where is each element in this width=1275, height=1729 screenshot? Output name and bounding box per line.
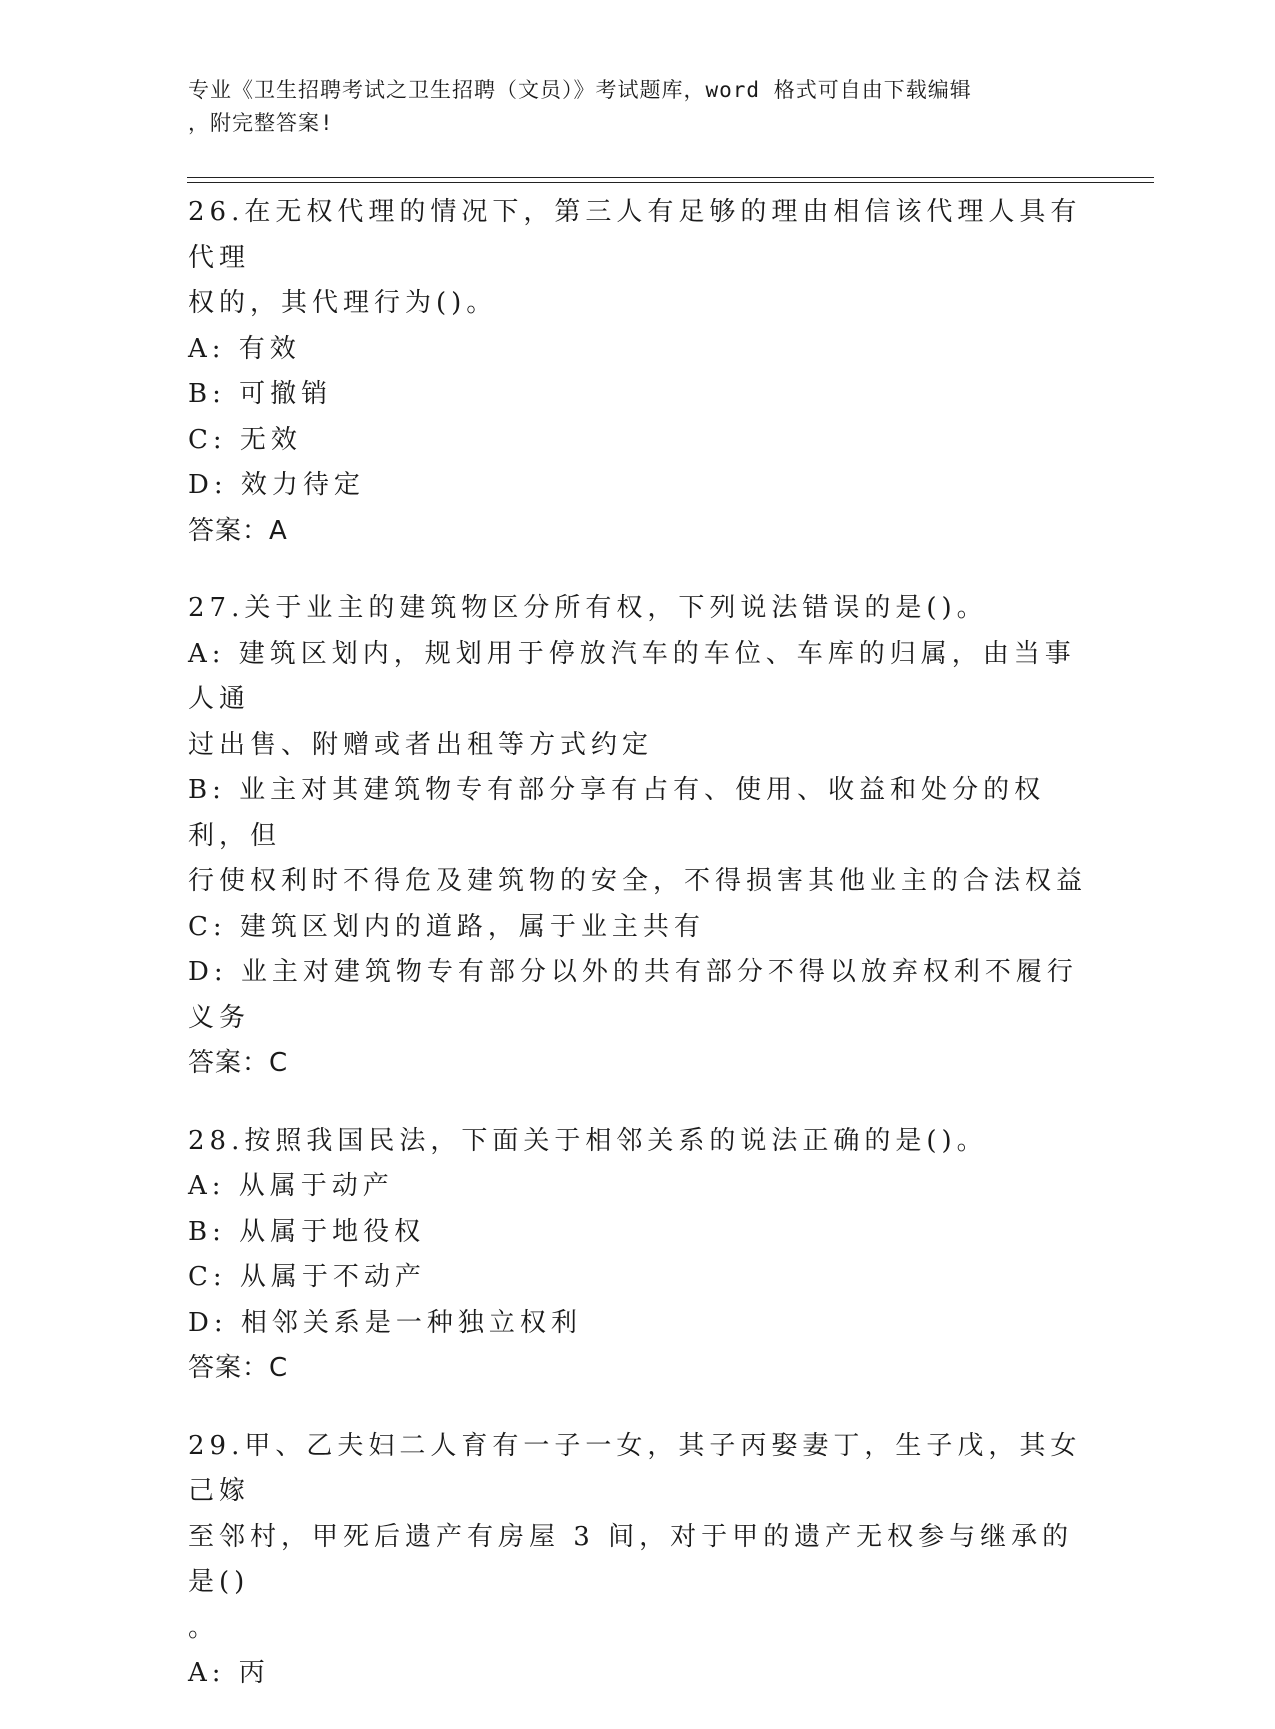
option-b-continued: 行使权利时不得危及建筑物的安全，不得损害其他业主的合法权益 bbox=[188, 866, 1088, 896]
question-stem: 28.按照我国民法，下面关于相邻关系的说法正确的是()。 bbox=[188, 1125, 988, 1156]
answer-key: 答案：A bbox=[188, 515, 288, 546]
option-c: C: 从属于不动产 bbox=[188, 1262, 426, 1292]
option-d: D: 相邻关系是一种独立权利 bbox=[188, 1307, 582, 1338]
question-stem: 29.甲、乙夫妇二人育有一子一女，其子丙娶妻丁，生子戊，其女己嫁 bbox=[188, 1430, 1082, 1506]
question-29 bbox=[188, 1424, 1088, 1697]
question-26 bbox=[188, 190, 1088, 554]
question-stem: 26.在无权代理的情况下，第三人有足够的理由相信该代理人具有代理 bbox=[188, 197, 1082, 273]
option-c: C: 建筑区划内的道路，属于业主共有 bbox=[188, 911, 705, 942]
option-a: A: 丙 bbox=[188, 1658, 270, 1688]
question-list bbox=[188, 190, 1088, 1729]
question-stem: 27.关于业主的建筑物区分所有权，下列说法错误的是()。 bbox=[188, 593, 988, 623]
header-divider-top bbox=[187, 177, 1154, 178]
header-divider-bottom bbox=[187, 182, 1154, 183]
option-a-continued: 过出售、附赠或者出租等方式约定 bbox=[188, 729, 654, 760]
answer-key: 答案：C bbox=[188, 1048, 289, 1078]
question-stem: 。 bbox=[188, 1612, 220, 1643]
question-stem: 权的，其代理行为()。 bbox=[188, 288, 498, 318]
question-stem: 至邻村，甲死后遗产有房屋 3 间，对于甲的遗产无权参与继承的是() bbox=[188, 1521, 1074, 1597]
answer-key: 答案：C bbox=[188, 1353, 289, 1383]
option-a: A: 有效 bbox=[188, 333, 301, 364]
question-27 bbox=[188, 586, 1088, 1087]
header-line-1: 专业《卫生招聘考试之卫生招聘（文员）》考试题库，word 格式可自由下载编辑 bbox=[188, 78, 972, 102]
option-d: D: 效力待定 bbox=[188, 470, 365, 500]
option-d: D: 业主对建筑物专有部分以外的共有部分不得以放弃权利不履行义务 bbox=[188, 957, 1078, 1033]
document-header bbox=[188, 74, 1068, 140]
header-line-2: ，附完整答案! bbox=[188, 111, 334, 135]
option-a: A: 建筑区划内，规划用于停放汽车的车位、车库的归属，由当事人通 bbox=[188, 638, 1076, 714]
option-b: B: 业主对其建筑物专有部分享有占有、使用、收益和处分的权利，但 bbox=[188, 775, 1046, 851]
option-a: A: 从属于动产 bbox=[188, 1171, 394, 1201]
question-28 bbox=[188, 1119, 1088, 1392]
option-b: B: 可撤销 bbox=[188, 379, 333, 409]
option-c: C: 无效 bbox=[188, 424, 302, 455]
option-b: B: 从属于地役权 bbox=[188, 1216, 426, 1247]
